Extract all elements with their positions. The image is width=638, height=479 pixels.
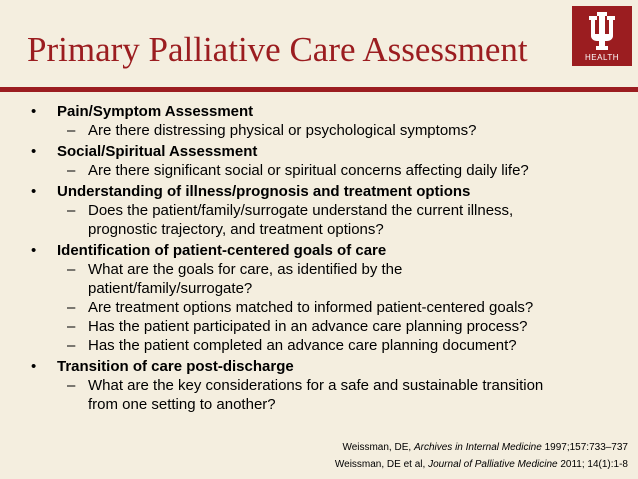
sub-item-text: Are there significant social or spiritual concerns affecting daily life? — [88, 162, 529, 179]
section-heading-row — [0, 143, 638, 162]
sub-item-text: Does the patient/family/surrogate understand the current illness, — [88, 202, 514, 219]
iu-health-logo — [572, 6, 632, 66]
dash-icon: – — [67, 337, 76, 354]
sub-item-text: prognostic trajectory, and treatment options? — [88, 221, 384, 238]
dash-icon: – — [67, 122, 76, 139]
sub-item-text: What are the key considerations for a safe and sustainable transition — [88, 377, 544, 394]
citation-journal: Journal of Palliative Medicine — [428, 459, 558, 470]
sub-item — [0, 261, 638, 280]
section-heading-row — [0, 103, 638, 122]
citation — [335, 459, 628, 470]
citation — [342, 442, 628, 453]
sub-item-text: patient/family/surrogate? — [88, 280, 253, 297]
dash-icon: – — [67, 377, 76, 394]
sub-item — [0, 122, 638, 141]
sub-item-continuation — [0, 221, 638, 240]
bullet-icon: • — [31, 358, 37, 375]
dash-icon: – — [67, 299, 76, 316]
sub-item-continuation — [0, 396, 638, 415]
citation-journal: Archives in Internal Medicine — [413, 442, 542, 453]
dash-icon: – — [67, 318, 76, 335]
section-heading-row — [0, 242, 638, 261]
title-divider — [0, 87, 638, 92]
sub-item-text: What are the goals for care, as identified by the — [88, 261, 403, 278]
dash-icon: – — [67, 162, 76, 179]
sub-item-continuation — [0, 280, 638, 299]
citation-ref: 1997;157:733–737 — [544, 442, 628, 453]
sub-item-text: Are treatment options matched to informed patient-centered goals? — [88, 299, 534, 316]
section-heading: Identification of patient-centered goals of care — [57, 242, 387, 259]
section-heading-row — [0, 183, 638, 202]
bullet-icon: • — [31, 103, 37, 120]
sub-item-text: Are there distressing physical or psychological symptoms? — [88, 122, 477, 139]
section-heading: Understanding of illness/prognosis and treatment options — [57, 183, 471, 200]
dash-icon: – — [67, 202, 76, 219]
sub-item — [0, 377, 638, 396]
sub-item — [0, 202, 638, 221]
sub-item — [0, 337, 638, 356]
citation-ref: 2011; 14(1):1-8 — [560, 459, 628, 470]
sub-item — [0, 299, 638, 318]
citation-author: Weissman, DE et al, — [334, 459, 426, 470]
section-heading: Pain/Symptom Assessment — [57, 103, 254, 120]
content-list — [0, 103, 638, 415]
citation-author: Weissman, DE, — [342, 442, 412, 453]
section-heading: Transition of care post-discharge — [57, 358, 294, 375]
dash-icon: – — [67, 261, 76, 278]
sub-item-text: Has the patient completed an advance care planning document? — [88, 337, 517, 354]
bullet-icon: • — [31, 183, 37, 200]
section-heading: Social/Spiritual Assessment — [57, 143, 258, 160]
bullet-icon: • — [31, 143, 37, 160]
section-heading-row — [0, 358, 638, 377]
sub-item — [0, 318, 638, 337]
bullet-icon: • — [31, 242, 37, 259]
sub-item-text: Has the patient participated in an advance care planning process? — [88, 318, 528, 335]
slide-title: Primary Palliative Care Assessment — [27, 30, 528, 69]
iu-trident-icon — [588, 10, 616, 52]
sub-item-text: from one setting to another? — [88, 396, 276, 413]
sub-item — [0, 162, 638, 181]
logo-text: HEALTH — [585, 53, 619, 62]
